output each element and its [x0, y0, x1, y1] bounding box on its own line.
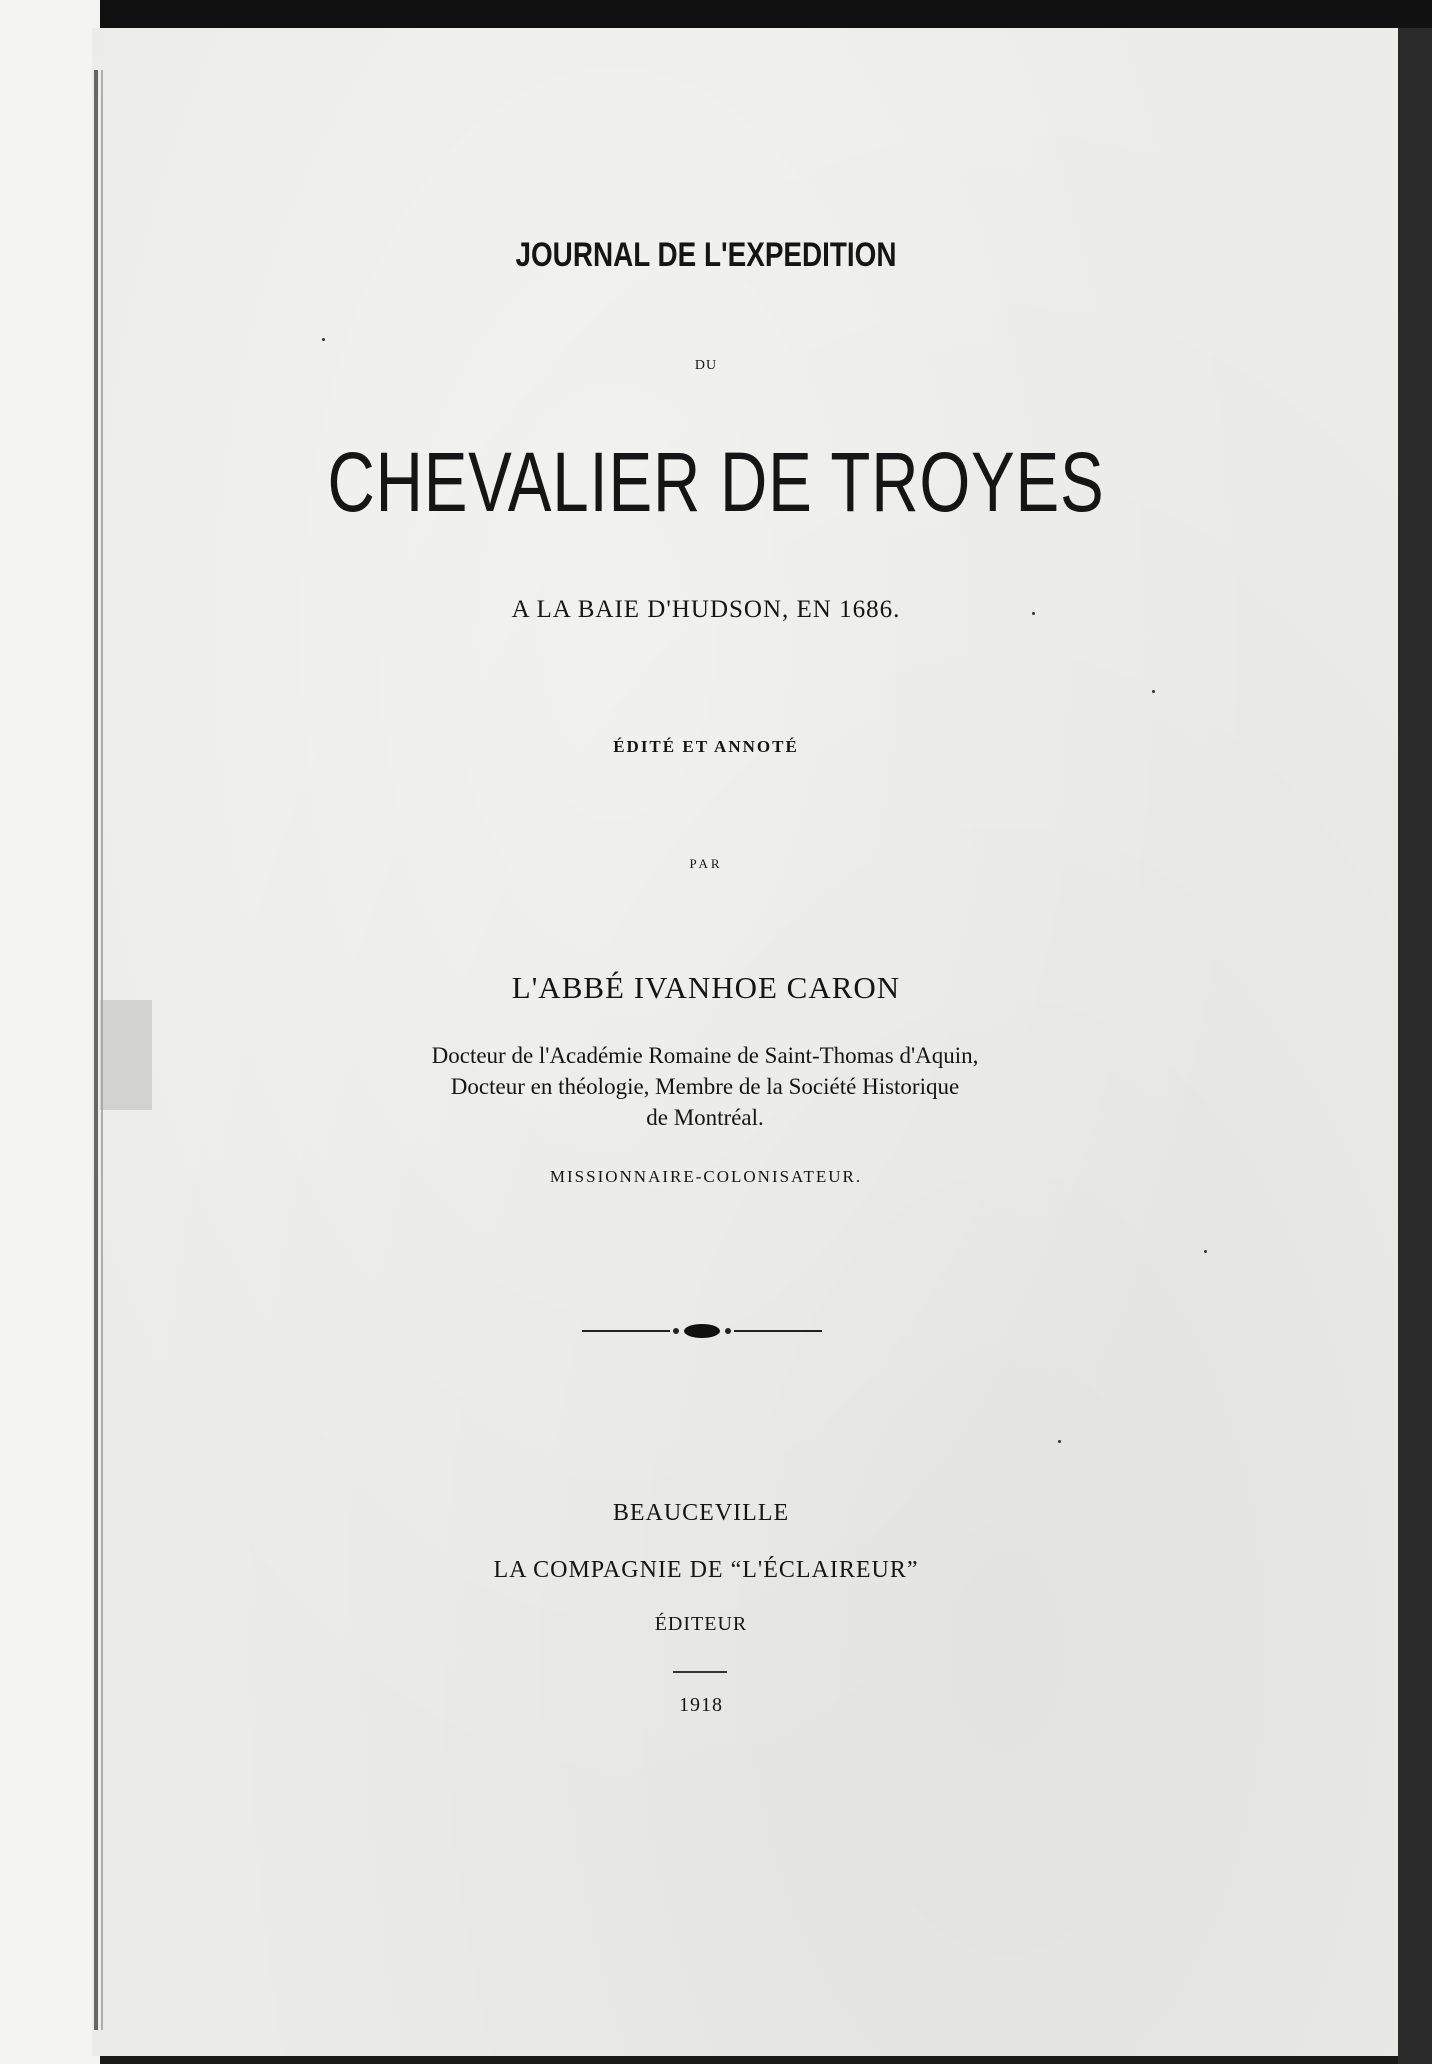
series-title: JOURNAL DE L'EXPEDITION [515, 236, 897, 274]
by-line: PAR [689, 856, 723, 871]
paper-speck [1032, 612, 1035, 615]
credential-line: de Montréal. [646, 1105, 764, 1130]
scan-top-border [0, 0, 1432, 30]
edited-line: ÉDITÉ ET ANNOTÉ [613, 737, 799, 756]
author-name: L'ABBÉ IVANHOE CARON [511, 970, 901, 1005]
paper-speck [1204, 1250, 1207, 1253]
paper-speck [322, 338, 325, 341]
scan-left-margin [0, 0, 100, 2064]
publisher-role: ÉDITEUR [654, 1613, 748, 1635]
credential-line: Docteur de l'Académie Romaine de Saint-Thomas d'Aquin, [431, 1043, 979, 1068]
publication-year: 1918 [679, 1694, 723, 1716]
library-stamp-mark [100, 1000, 152, 1110]
author-role: MISSIONNAIRE-COLONISATEUR. [549, 1167, 863, 1186]
ornament-divider [582, 1320, 822, 1342]
main-title: CHEVALIER DE TROYES [327, 435, 1105, 529]
subtitle: A LA BAIE D'HUDSON, EN 1686. [511, 596, 901, 623]
scan-right-edge [1398, 28, 1432, 2064]
publisher-name: LA COMPAGNIE DE “L'ÉCLAIREUR” [493, 1557, 919, 1583]
paper-speck [1058, 1440, 1061, 1443]
paper-speck [1152, 690, 1155, 693]
credential-line: Docteur en théologie, Membre de la Société Historique [450, 1074, 960, 1099]
short-rule [673, 1671, 727, 1673]
author-credentials [330, 1040, 1080, 1133]
title-connector: DU [694, 358, 718, 373]
publication-place: BEAUCEVILLE [612, 1500, 790, 1526]
